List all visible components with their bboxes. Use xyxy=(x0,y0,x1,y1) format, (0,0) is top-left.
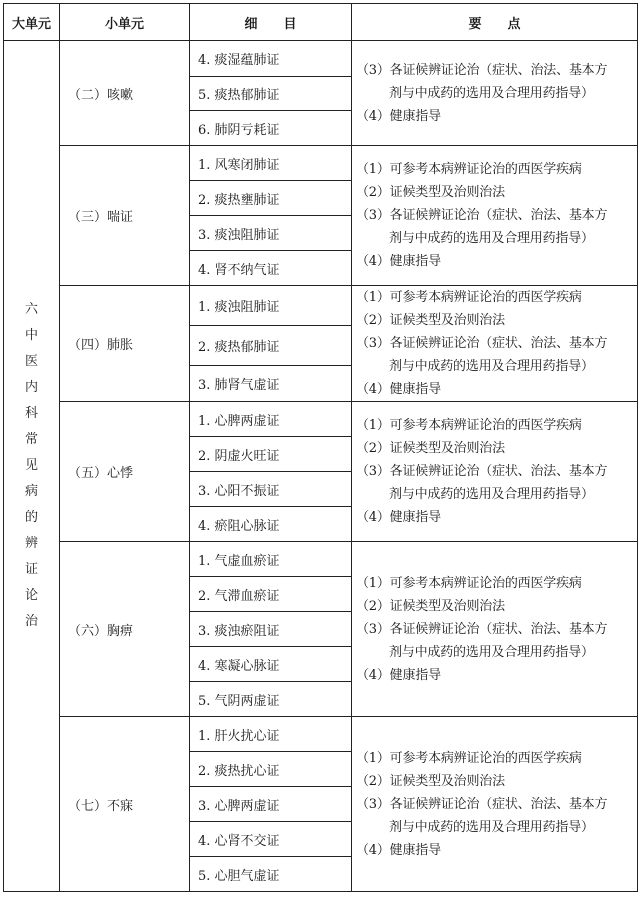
detail-item: 4. 痰湿蕴肺证 xyxy=(190,41,352,77)
key-point-line: （4）健康指导 xyxy=(356,254,441,269)
header-major-unit: 大单元 xyxy=(4,4,60,41)
table-row xyxy=(4,402,638,437)
key-point-line: （1）可参考本病辨证论治的西医学疾病 xyxy=(356,418,582,433)
detail-item: 2. 痰热壅肺证 xyxy=(190,181,352,216)
key-point-line: （3）各证候辨证论治（症状、治法、基本方 xyxy=(356,62,608,78)
table-row xyxy=(4,717,638,752)
key-point-line: （3）各证候辨证论治（症状、治法、基本方 xyxy=(356,208,608,223)
key-points-cell xyxy=(352,146,638,286)
detail-item: 5. 心胆气虚证 xyxy=(190,857,352,892)
key-point-line: 剂与中成药的选用及合理用药指导） xyxy=(389,644,594,660)
key-points-cell xyxy=(352,542,638,717)
detail-item: 1. 气虚血瘀证 xyxy=(190,542,352,577)
key-point-line: （1）可参考本病辨证论治的西医学疾病 xyxy=(356,290,582,305)
table-row xyxy=(4,146,638,181)
detail-item: 5. 气阴两虚证 xyxy=(190,682,352,717)
header-row xyxy=(4,4,638,41)
major-unit-cell xyxy=(4,41,60,892)
minor-unit-cell: （七）不寐 xyxy=(60,717,190,892)
detail-item: 2. 痰热扰心证 xyxy=(190,752,352,787)
detail-item: 4. 心肾不交证 xyxy=(190,822,352,857)
table-row xyxy=(4,542,638,577)
key-point-line: 剂与中成药的选用及合理用药指导） xyxy=(389,359,594,374)
key-point-line: 剂与中成药的选用及合理用药指导） xyxy=(389,85,594,101)
detail-item: 1. 心脾两虚证 xyxy=(190,402,352,437)
key-point-line: （1）可参考本病辨证论治的西医学疾病 xyxy=(356,162,582,177)
detail-item: 6. 肺阴亏耗证 xyxy=(190,111,352,146)
key-point-line: （2）证候类型及治则治法 xyxy=(356,313,505,328)
key-point-line: （2）证候类型及治则治法 xyxy=(356,441,505,456)
header-key-points: 要点 xyxy=(352,4,638,41)
detail-item: 1. 肝火扰心证 xyxy=(190,717,352,752)
detail-item: 4. 瘀阻心脉证 xyxy=(190,507,352,542)
detail-item: 3. 痰浊瘀阻证 xyxy=(190,612,352,647)
header-minor-unit: 小单元 xyxy=(60,4,190,41)
table-body xyxy=(4,41,638,892)
major-unit-title: 六中医内科常见病的辨证论治 xyxy=(24,302,38,629)
minor-unit-cell: （四）肺胀 xyxy=(60,286,190,402)
key-point-line: （2）证候类型及治则治法 xyxy=(356,185,505,200)
detail-item: 1. 痰浊阻肺证 xyxy=(190,286,352,326)
key-point-line: （1）可参考本病辨证论治的西医学疾病 xyxy=(356,750,582,766)
key-point-line: （1）可参考本病辨证论治的西医学疾病 xyxy=(356,575,582,591)
key-points-cell xyxy=(352,402,638,542)
key-point-line: （4）健康指导 xyxy=(356,667,441,683)
detail-item: 3. 心阳不振证 xyxy=(190,472,352,507)
key-point-line: （3）各证候辨证论治（症状、治法、基本方 xyxy=(356,796,608,812)
key-point-line: （3）各证候辨证论治（症状、治法、基本方 xyxy=(356,621,608,637)
detail-item: 3. 心脾两虚证 xyxy=(190,787,352,822)
key-point-line: （4）健康指导 xyxy=(356,382,441,397)
detail-item: 3. 痰浊阻肺证 xyxy=(190,216,352,251)
minor-unit-cell: （六）胸痹 xyxy=(60,542,190,717)
key-point-line: （4）健康指导 xyxy=(356,108,441,124)
syllabus-table xyxy=(3,3,638,892)
minor-unit-cell: （三）喘证 xyxy=(60,146,190,286)
table-row xyxy=(4,286,638,326)
table-row xyxy=(4,41,638,77)
detail-item: 1. 风寒闭肺证 xyxy=(190,146,352,181)
detail-item: 3. 肺肾气虚证 xyxy=(190,365,352,401)
minor-unit-cell: （二）咳嗽 xyxy=(60,41,190,146)
key-point-line: （3）各证候辨证论治（症状、治法、基本方 xyxy=(356,336,608,351)
key-point-line: 剂与中成药的选用及合理用药指导） xyxy=(389,819,594,835)
key-point-line: 剂与中成药的选用及合理用药指导） xyxy=(389,487,594,502)
key-point-line: （2）证候类型及治则治法 xyxy=(356,773,505,789)
key-point-line: （4）健康指导 xyxy=(356,842,441,858)
detail-item: 5. 痰热郁肺证 xyxy=(190,77,352,111)
detail-item: 4. 寒凝心脉证 xyxy=(190,647,352,682)
key-point-line: （4）健康指导 xyxy=(356,510,441,525)
minor-unit-cell: （五）心悸 xyxy=(60,402,190,542)
header-details: 细目 xyxy=(190,4,352,41)
key-point-line: （3）各证候辨证论治（症状、治法、基本方 xyxy=(356,464,608,479)
key-points-cell xyxy=(352,41,638,146)
key-points-cell xyxy=(352,717,638,892)
detail-item: 2. 气滞血瘀证 xyxy=(190,577,352,612)
detail-item: 4. 肾不纳气证 xyxy=(190,251,352,286)
key-points-cell xyxy=(352,286,638,402)
key-point-line: （2）证候类型及治则治法 xyxy=(356,598,505,614)
key-point-line: 剂与中成药的选用及合理用药指导） xyxy=(389,231,594,246)
detail-item: 2. 痰热郁肺证 xyxy=(190,326,352,365)
detail-item: 2. 阴虚火旺证 xyxy=(190,437,352,472)
